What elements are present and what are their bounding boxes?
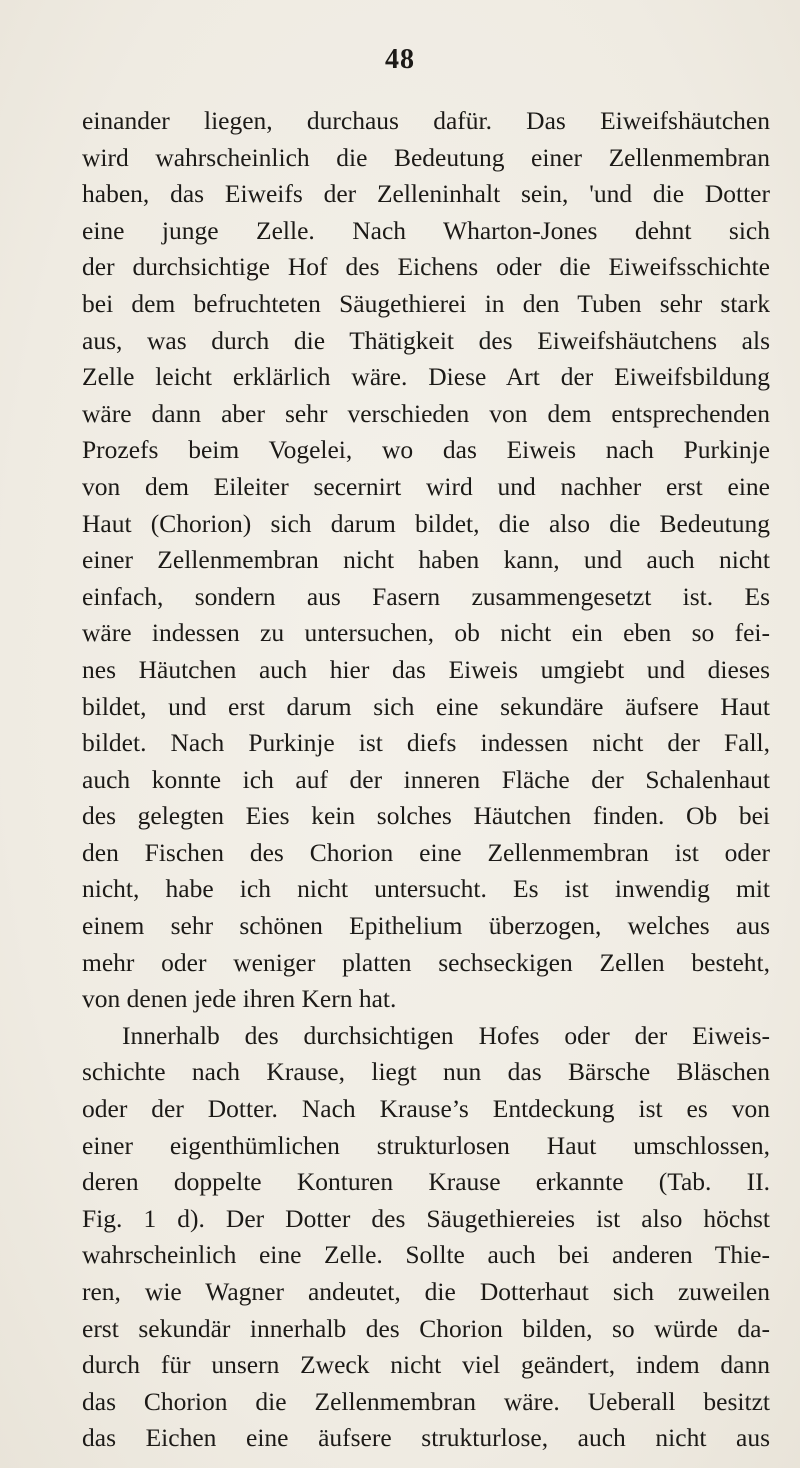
text-line: einer Zellenmembran nicht haben kann, und auch nicht [82,545,770,575]
text-line: Zelle leicht erklärlich wäre. Diese Art der Eiweifsbildung [82,362,770,392]
paragraph-end-line: von denen jede ihren Kern hat. [82,984,397,1014]
text-line: mehr oder weniger platten sechseckigen Zellen besteht, [82,947,770,977]
text-line: das Eichen eine äufsere strukturlose, auch nicht aus [82,1423,770,1453]
text-line: schichte nach Krause, liegt nun das Bärsche Bläschen [82,1057,770,1087]
text-line: auch konnte ich auf der inneren Fläche der Schalenhaut [82,764,770,794]
text-line: aus, was durch die Thätigkeit des Eiweifshäutchens als [82,325,770,355]
text-line: nicht, habe ich nicht untersucht. Es ist inwendig mit [82,874,770,904]
text-line: nes Häutchen auch hier das Eiweis umgiebt und dieses [82,654,770,684]
text-line: Prozefs beim Vogelei, wo das Eiweis nach Purkinje [82,435,770,465]
text-line: bildet. Nach Purkinje ist diefs indessen nicht der Fall, [82,728,770,758]
text-line: haben, das Eiweifs der Zelleninhalt sein, 'und die Dotter [82,179,770,209]
body-text [82,103,770,1457]
text-line: durch für unsern Zweck nicht viel geändert, indem dann [82,1350,770,1380]
text-line: Fig. 1 d). Der Dotter des Säugethiereies ist also höchst [82,1203,770,1233]
text-line: bei dem befruchteten Säugethierei in den Tuben sehr stark [82,288,770,318]
text-line: von dem Eileiter secernirt wird und nachher erst eine [82,471,770,501]
text-line: wird wahrscheinlich die Bedeutung einer Zellenmembran [82,142,770,172]
paragraph-start-line: Innerhalb des durchsichtigen Hofes oder der Eiweis- [122,1020,770,1050]
text-line: einander liegen, durchaus dafür. Das Eiweifshäutchen [82,106,770,135]
text-line: Haut (Chorion) sich darum bildet, die also die Bedeutung [82,508,770,538]
page-number: 48 [385,44,415,75]
text-line: wäre dann aber sehr verschieden von dem entsprechenden [82,398,770,428]
text-line: ren, wie Wagner andeutet, die Dotterhaut sich zuweilen [82,1277,770,1306]
text-line: wahrscheinlich eine Zelle. Sollte auch bei anderen Thie- [82,1240,770,1270]
text-line: einer eigenthümlichen strukturlosen Haut umschlossen, [82,1130,770,1160]
text-line: einem sehr schönen Epithelium überzogen, welches aus [82,911,770,941]
text-line: der durchsichtige Hof des Eichens oder die Eiweifsschichte [82,252,770,282]
text-line: oder der Dotter. Nach Krause’s Entdeckung ist es von [82,1094,770,1124]
text-line: wäre indessen zu untersuchen, ob nicht ein eben so fei- [82,618,770,648]
text-line: bildet, und erst darum sich eine sekundäre äufsere Haut [82,691,770,721]
text-line: des gelegten Eies kein solches Häutchen finden. Ob bei [82,801,770,831]
text-line: eine junge Zelle. Nach Wharton-Jones dehnt sich [82,215,770,245]
text-line: den Fischen des Chorion eine Zellenmembran ist oder [82,837,770,867]
text-line: das Chorion die Zellenmembran wäre. Ueberall besitzt [82,1386,770,1416]
text-line: erst sekundär innerhalb des Chorion bilden, so würde da- [82,1313,770,1343]
text-line: einfach, sondern aus Fasern zusammengesetzt ist. Es [82,581,770,611]
text-line: deren doppelte Konturen Krause erkannte (Tab. II. [82,1167,770,1197]
